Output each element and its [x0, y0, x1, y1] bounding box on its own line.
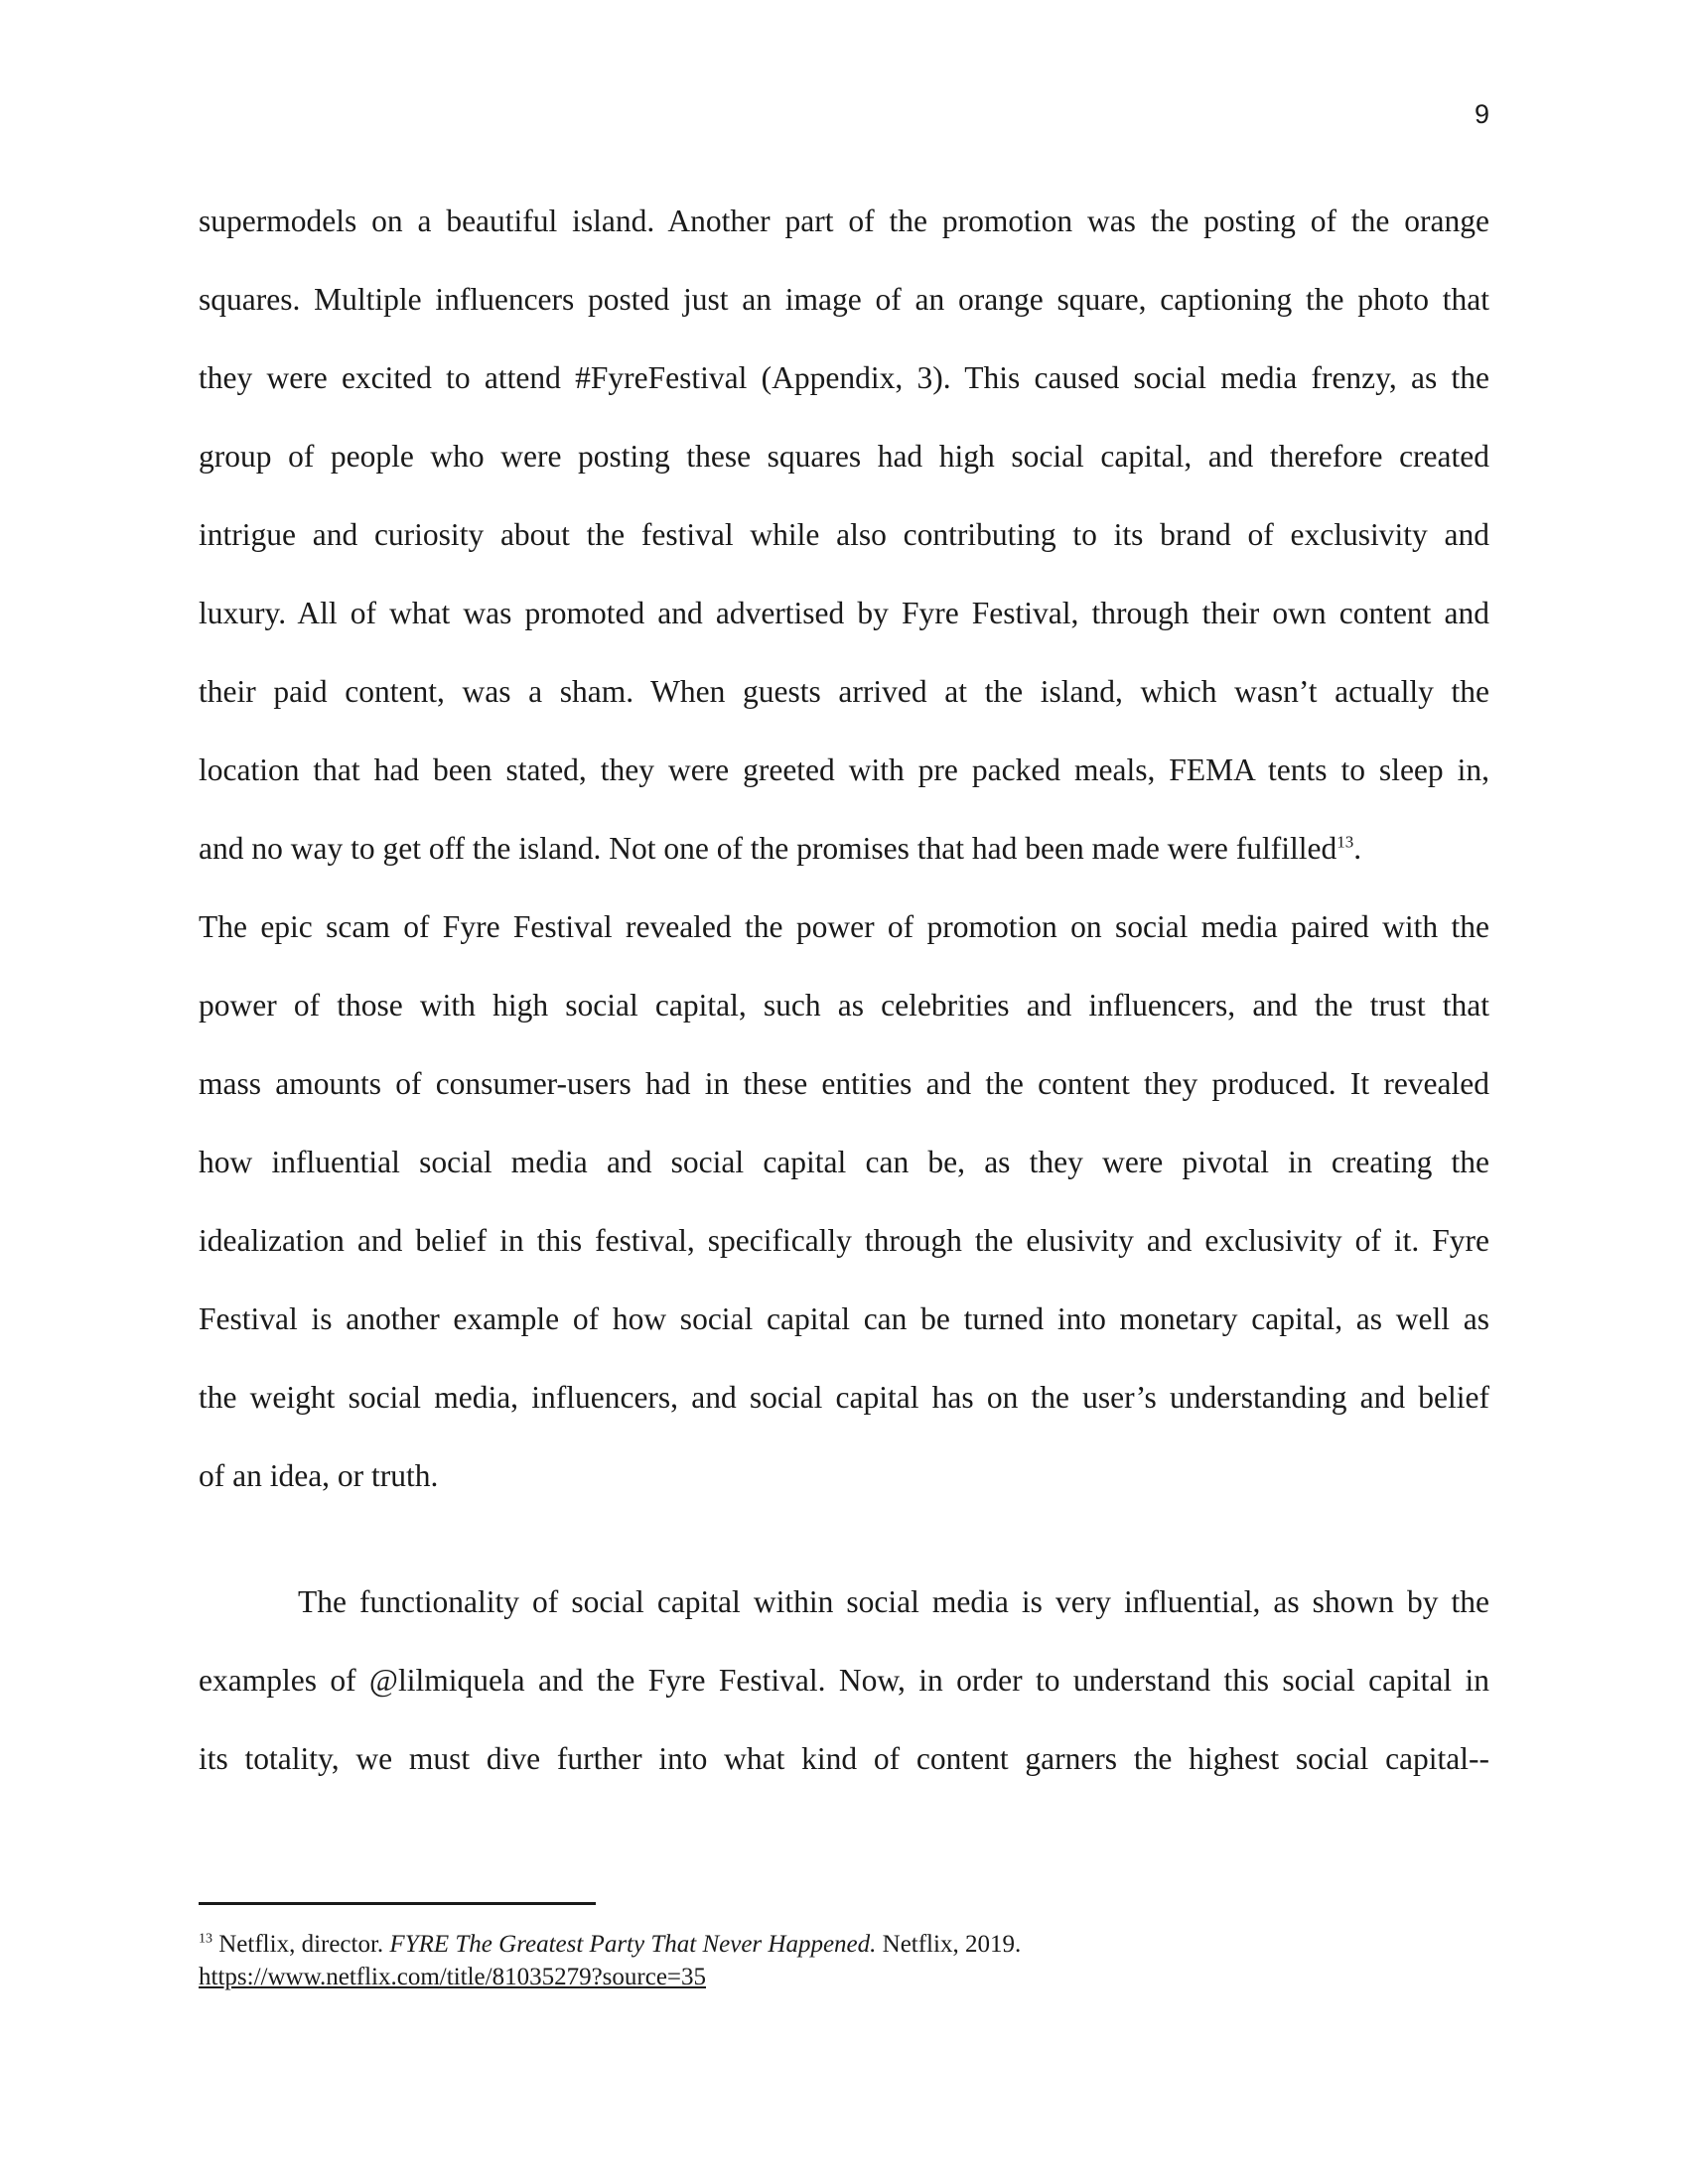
footnote-number: 13 [199, 1931, 212, 1947]
paragraph-spacer [199, 1530, 1489, 1577]
paragraph-line: idealization and belief in this festival, specifically through the elusivity and exclusivity of it. Fyre [199, 1223, 1489, 1258]
paragraph-line: power of those with high social capital, such as celebrities and influencers, and the trust that [199, 988, 1489, 1023]
paragraph-line: luxury. All of what was promoted and advertised by Fyre Festival, through their own content and [199, 596, 1489, 630]
paragraph-line-text: and no way to get off the island. Not one of the promises that had been made were fulfilled [199, 831, 1337, 866]
footnote-reference[interactable]: 13 [1336, 832, 1354, 852]
paragraph-line: the weight social media, influencers, and social capital has on the user’s understanding and belief [199, 1380, 1489, 1415]
footnote [199, 1928, 1489, 1993]
page-number: 9 [1474, 99, 1489, 129]
paragraph-line-with-footnote [199, 824, 1489, 902]
paragraph-line: The epic scam of Fyre Festival revealed the power of promotion on social media paired with the [199, 909, 1489, 944]
paragraph-line: they were excited to attend #FyreFestival (Appendix, 3). This caused social media frenzy, as the [199, 360, 1489, 395]
body-text [199, 197, 1489, 1813]
paragraph-line: group of people who were posting these squares had high social capital, and therefore created [199, 439, 1489, 474]
footnote-divider [199, 1902, 596, 1905]
footnote-reference-suffix: . [1353, 831, 1362, 866]
paragraph-line: The functionality of social capital within social media is very influential, as shown by the [298, 1584, 1489, 1619]
footnote-author: Netflix, director. [212, 1931, 390, 1958]
footnote-citation [199, 1928, 1489, 1961]
paragraph-line: mass amounts of consumer-users had in these entities and the content they produced. It revealed [199, 1066, 1489, 1101]
paragraph-line: squares. Multiple influencers posted just an image of an orange square, captioning the photo that [199, 282, 1489, 317]
paragraph-line: how influential social media and social capital can be, as they were pivotal in creating the [199, 1145, 1489, 1179]
footnote-title: FYRE The Greatest Party That Never Happened. [389, 1931, 877, 1958]
footnote-publisher: Netflix, 2019. [876, 1931, 1022, 1958]
paragraph-line: intrigue and curiosity about the festival while also contributing to its brand of exclusivity and [199, 517, 1489, 552]
paragraph-line: examples of @lilmiquela and the Fyre Festival. Now, in order to understand this social capital in [199, 1663, 1489, 1698]
paragraph-line: location that had been stated, they were greeted with pre packed meals, FEMA tents to sleep in, [199, 752, 1489, 787]
paragraph-line: their paid content, was a sham. When guests arrived at the island, which wasn’t actually the [199, 674, 1489, 709]
paragraph-line: Festival is another example of how social capital can be turned into monetary capital, as well as [199, 1301, 1489, 1336]
paragraph-line: of an idea, or truth. [199, 1458, 439, 1493]
paragraph-line: supermodels on a beautiful island. Another part of the promotion was the posting of the orange [199, 204, 1489, 238]
footnote-url-link[interactable]: https://www.netflix.com/title/81035279?source=35 [199, 1964, 707, 1990]
paragraph-line: its totality, we must dive further into what kind of content garners the highest social capital-- [199, 1741, 1489, 1776]
